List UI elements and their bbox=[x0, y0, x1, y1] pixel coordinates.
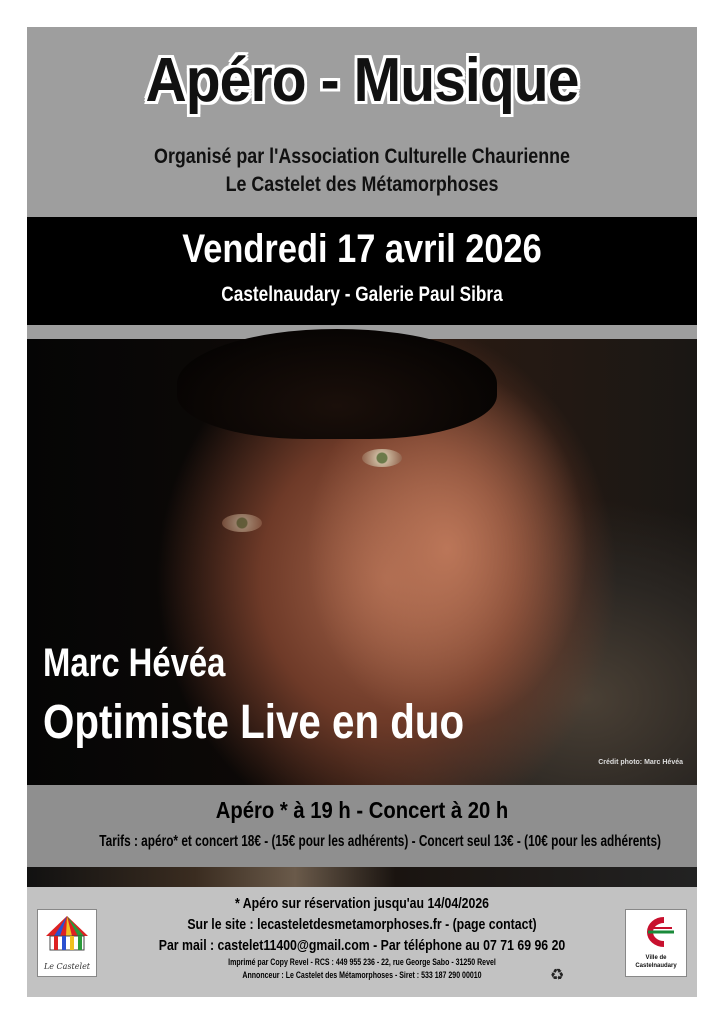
castelet-logo-caption: Le Castelet bbox=[43, 962, 91, 971]
recycle-icon: ♻ bbox=[549, 965, 565, 984]
performer-name: Marc Hévéa bbox=[43, 641, 226, 685]
organizer-text bbox=[77, 143, 647, 199]
schedule-times: Apéro * à 19 h - Concert à 20 h bbox=[215, 797, 509, 823]
logo-caption-line-2: Castelnaudary bbox=[635, 963, 677, 969]
reservation-note: * Apéro sur réservation jusqu'au 14/04/2026 bbox=[234, 895, 490, 912]
logo-caption-line-1: Ville de bbox=[645, 955, 667, 961]
castelnaudary-logo bbox=[625, 909, 687, 977]
performer-photo bbox=[27, 339, 697, 785]
title-band bbox=[27, 27, 697, 217]
website-line: Sur le site : lecasteletdesmetamorphoses.fr - (page contact) bbox=[187, 916, 537, 933]
castelnaudary-logo-caption bbox=[626, 954, 686, 970]
castelet-logo bbox=[37, 909, 97, 977]
printer-line: Imprimé par Copy Revel - RCS : 449 955 236 - 22, rue George Sabo - 31250 Revel bbox=[228, 957, 496, 967]
event-date: Vendredi 17 avril 2026 bbox=[182, 227, 542, 271]
event-venue: Castelnaudary - Galerie Paul Sibra bbox=[221, 283, 503, 306]
ticket-prices: Tarifs : apéro* et concert 18€ - (15€ pour les adhérents) - Concert seul 13€ - (10€ pour les adhérents) bbox=[99, 833, 662, 850]
photo-strip bbox=[27, 867, 697, 887]
organizer-line-2: Le Castelet des Métamorphoses bbox=[225, 173, 499, 196]
advertiser-line: Annonceur : Le Castelet des Métamorphoses - Siret : 533 187 290 00010 bbox=[242, 970, 482, 980]
photo-eye-right bbox=[362, 449, 402, 467]
poster-title: Apéro - Musique bbox=[145, 46, 579, 115]
show-title: Optimiste Live en duo bbox=[43, 696, 465, 749]
info-band bbox=[27, 785, 697, 867]
organizer-line-1: Organisé par l'Association Culturelle Chaurienne bbox=[154, 145, 570, 168]
photo-eye-left bbox=[222, 514, 262, 532]
contact-line: Par mail : castelet11400@gmail.com - Par téléphone au 07 71 69 96 20 bbox=[158, 937, 566, 954]
date-band bbox=[27, 217, 697, 325]
photo-hair-shape bbox=[177, 329, 497, 439]
poster bbox=[27, 27, 697, 997]
photo-credit: Crédit photo: Marc Hévéa bbox=[598, 759, 683, 766]
footer bbox=[27, 887, 697, 997]
tent-icon bbox=[42, 914, 92, 952]
city-emblem-icon bbox=[634, 916, 678, 948]
